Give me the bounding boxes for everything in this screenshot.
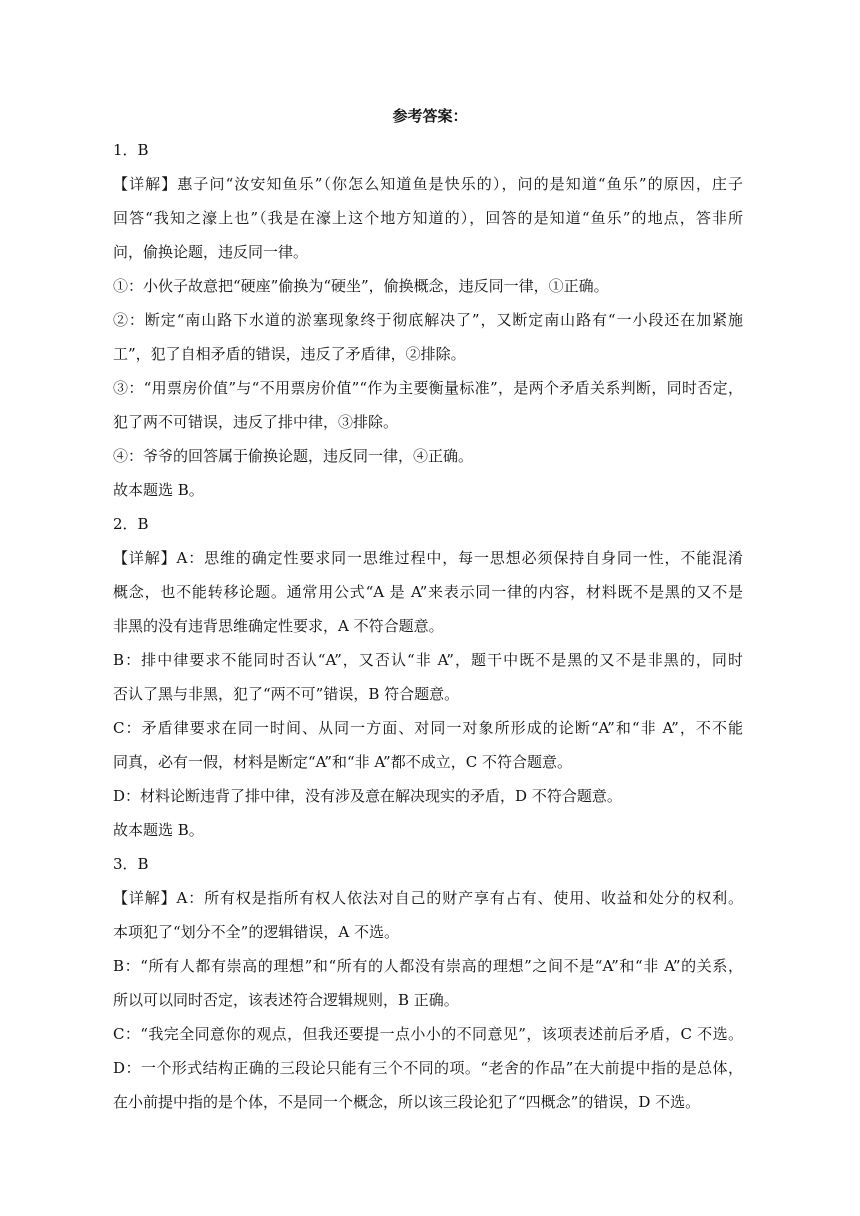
text-line: 非黑的没有违背思维确定性要求，A 不符合题意。 <box>113 617 444 635</box>
text-line: 1．B <box>113 141 149 159</box>
text-line: B：排中律要求不能同时否认“A”，又否认“非 A”，题干中既不是黑的又不是非黑的，同时 <box>113 651 743 669</box>
text-line: 【详解】A：思维的确定性要求同一思维过程中，每一思想必须保持自身同一性，不能混淆 <box>113 549 743 567</box>
text-line: 故本题选 B。 <box>113 481 204 499</box>
text-line: 【详解】A：所有权是指所有权人依法对自己的财产享有占有、使用、收益和处分的权利。 <box>113 889 743 907</box>
text-line: 概念，也不能转移论题。通常用公式“A 是 A”来表示同一律的内容，材料既不是黑的又不是 <box>113 583 743 601</box>
text-line: 工”，犯了自相矛盾的错误，违反了矛盾律，②排除。 <box>113 345 466 363</box>
text-line: 所以可以同时否定，该表述符合逻辑规则，B 正确。 <box>113 991 459 1009</box>
text-line: 犯了两不可错误，违反了排中律，③排除。 <box>113 413 399 431</box>
answer-content <box>113 133 743 1119</box>
text-line: D：一个形式结构正确的三段论只能有三个不同的项。“老舍的作品”在大前提中指的是总体， <box>113 1059 743 1077</box>
text-line: C：矛盾律要求在同一时间、从同一方面、对同一对象所形成的论断“A”和“非 A”，不不能 <box>113 719 743 737</box>
text-line: 2．B <box>113 515 149 533</box>
text-line: 否认了黑与非黑，犯了“两不可”错误，B 符合题意。 <box>113 685 460 703</box>
page-title: 参考答案： <box>392 107 468 125</box>
text-line: 问，偷换论题，违反同一律。 <box>113 243 309 261</box>
text-line: 故本题选 B。 <box>113 821 204 839</box>
text-line: D：材料论断违背了排中律，没有涉及意在解决现实的矛盾，D 不符合题意。 <box>113 787 622 805</box>
text-line: 回答“我知之濠上也”（我是在濠上这个地方知道的），回答的是知道“鱼乐”的地点，答非所 <box>113 209 743 227</box>
text-line: 在小前提中指的是个体，不是同一个概念，所以该三段论犯了“四概念”的错误，D 不选。 <box>113 1093 701 1111</box>
text-line: B：“所有人都有崇高的理想”和“所有的人都没有崇高的理想”之间不是“A”和“非 A”的关系， <box>113 957 743 975</box>
text-line: 3．B <box>113 855 149 873</box>
text-line: 【详解】惠子问“汝安知鱼乐”（你怎么知道鱼是快乐的），问的是知道“鱼乐”的原因，庄子 <box>113 175 743 193</box>
text-line: 本项犯了“划分不全”的逻辑错误，A 不选。 <box>113 923 399 941</box>
text-line: ③：“用票房价值”与“不用票房价值”“作为主要衡量标准”，是两个矛盾关系判断，同时否定， <box>113 379 743 397</box>
text-line: ④：爷爷的回答属于偷换论题，违反同一律，④正确。 <box>113 447 474 465</box>
text-line: C：“我完全同意你的观点，但我还要提一点小小的不同意见”，该项表述前后矛盾，C 不选。 <box>113 1025 743 1043</box>
text-line: ②：断定“南山路下水道的淤塞现象终于彻底解决了”，又断定南山路有“一小段还在加紧施 <box>113 311 743 329</box>
text-line: ①：小伙子故意把“硬座”偷换为“硬坐”，偷换概念，违反同一律，①正确。 <box>113 277 609 295</box>
text-line: 同真，必有一假，材料是断定“A”和“非 A”都不成立，C 不符合题意。 <box>113 753 572 771</box>
